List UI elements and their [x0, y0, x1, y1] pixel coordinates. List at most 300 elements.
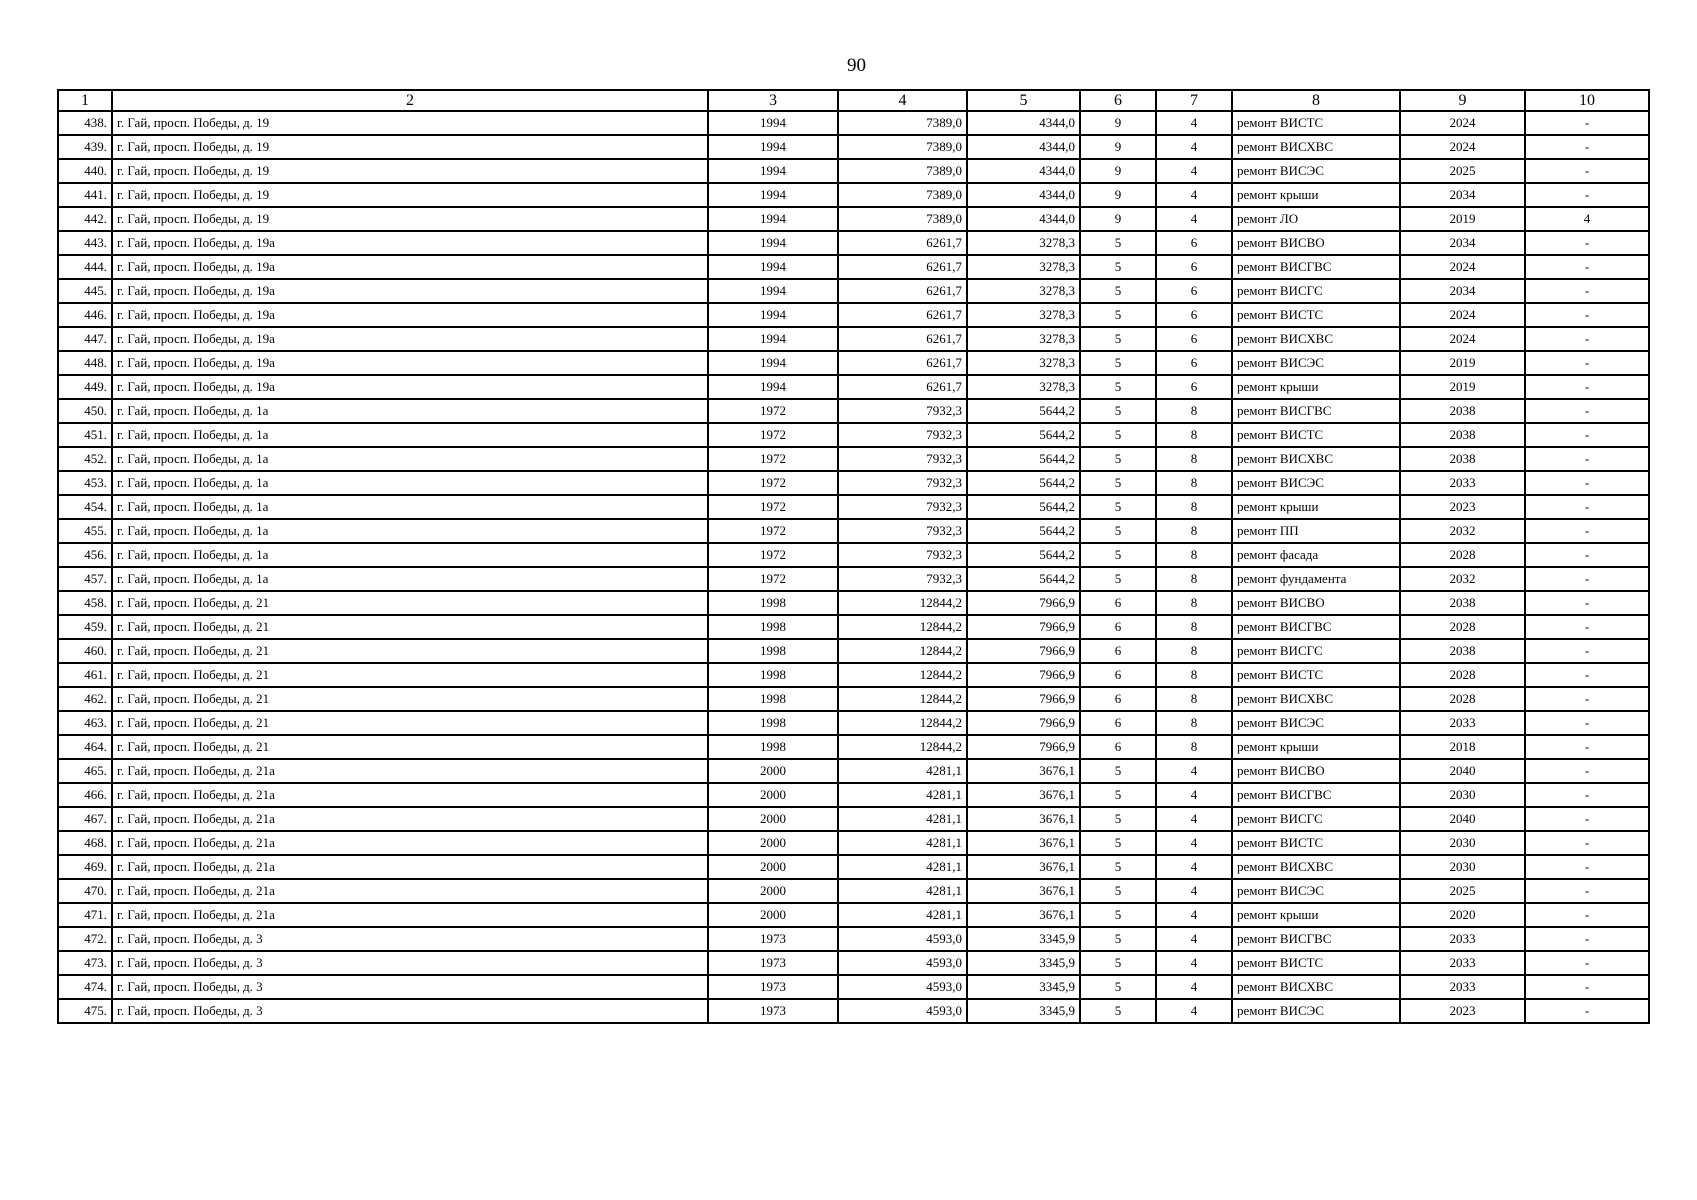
total-area-cell: 6261,7	[838, 375, 967, 399]
floors-cell: 6	[1080, 591, 1156, 615]
year-cell: 2000	[708, 879, 838, 903]
entrances-cell: 4	[1156, 855, 1232, 879]
planned-year-cell: 2025	[1400, 159, 1525, 183]
note-cell: -	[1525, 543, 1649, 567]
row-number: 467.	[58, 807, 112, 831]
address-cell: г. Гай, просп. Победы, д. 21а	[112, 855, 708, 879]
table-row	[58, 807, 1649, 831]
planned-year-cell: 2028	[1400, 687, 1525, 711]
planned-year-cell: 2023	[1400, 999, 1525, 1023]
entrances-cell: 8	[1156, 519, 1232, 543]
living-area-cell: 5644,2	[967, 495, 1080, 519]
total-area-cell: 7932,3	[838, 543, 967, 567]
row-number: 462.	[58, 687, 112, 711]
work-type-cell: ремонт ВИСГВС	[1232, 615, 1400, 639]
year-cell: 2000	[708, 903, 838, 927]
address-cell: г. Гай, просп. Победы, д. 21	[112, 735, 708, 759]
work-type-cell: ремонт ВИСХВС	[1232, 975, 1400, 999]
note-cell: -	[1525, 471, 1649, 495]
planned-year-cell: 2019	[1400, 207, 1525, 231]
total-area-cell: 12844,2	[838, 735, 967, 759]
table-row	[58, 999, 1649, 1023]
planned-year-cell: 2024	[1400, 135, 1525, 159]
year-cell: 1973	[708, 927, 838, 951]
year-cell: 1972	[708, 495, 838, 519]
planned-year-cell: 2033	[1400, 975, 1525, 999]
total-area-cell: 12844,2	[838, 615, 967, 639]
row-number: 453.	[58, 471, 112, 495]
year-cell: 1994	[708, 351, 838, 375]
page-number: 90	[847, 55, 866, 76]
living-area-cell: 3676,1	[967, 855, 1080, 879]
living-area-cell: 3278,3	[967, 231, 1080, 255]
entrances-cell: 8	[1156, 615, 1232, 639]
table-row	[58, 735, 1649, 759]
address-cell: г. Гай, просп. Победы, д. 1а	[112, 495, 708, 519]
address-cell: г. Гай, просп. Победы, д. 21а	[112, 759, 708, 783]
planned-year-cell: 2034	[1400, 183, 1525, 207]
entrances-cell: 6	[1156, 351, 1232, 375]
living-area-cell: 5644,2	[967, 567, 1080, 591]
address-cell: г. Гай, просп. Победы, д. 19а	[112, 279, 708, 303]
work-type-cell: ремонт фасада	[1232, 543, 1400, 567]
total-area-cell: 4281,1	[838, 879, 967, 903]
total-area-cell: 4593,0	[838, 927, 967, 951]
entrances-cell: 8	[1156, 423, 1232, 447]
year-cell: 2000	[708, 783, 838, 807]
entrances-cell: 4	[1156, 759, 1232, 783]
living-area-cell: 5644,2	[967, 471, 1080, 495]
column-header: 8	[1232, 90, 1400, 111]
note-cell: -	[1525, 399, 1649, 423]
column-header: 7	[1156, 90, 1232, 111]
year-cell: 1994	[708, 375, 838, 399]
living-area-cell: 3676,1	[967, 879, 1080, 903]
work-type-cell: ремонт ВИСГС	[1232, 807, 1400, 831]
row-number: 474.	[58, 975, 112, 999]
floors-cell: 5	[1080, 543, 1156, 567]
entrances-cell: 6	[1156, 303, 1232, 327]
year-cell: 1998	[708, 591, 838, 615]
living-area-cell: 5644,2	[967, 543, 1080, 567]
note-cell: -	[1525, 423, 1649, 447]
row-number: 475.	[58, 999, 112, 1023]
table-row	[58, 303, 1649, 327]
row-number: 438.	[58, 111, 112, 135]
work-type-cell: ремонт ВИСВО	[1232, 759, 1400, 783]
table-row	[58, 951, 1649, 975]
work-type-cell: ремонт ВИСЭС	[1232, 999, 1400, 1023]
floors-cell: 5	[1080, 759, 1156, 783]
entrances-cell: 4	[1156, 135, 1232, 159]
column-header: 9	[1400, 90, 1525, 111]
floors-cell: 5	[1080, 807, 1156, 831]
address-cell: г. Гай, просп. Победы, д. 21	[112, 711, 708, 735]
work-type-cell: ремонт ЛО	[1232, 207, 1400, 231]
table-row	[58, 711, 1649, 735]
note-cell: -	[1525, 951, 1649, 975]
table-row	[58, 879, 1649, 903]
living-area-cell: 4344,0	[967, 135, 1080, 159]
living-area-cell: 7966,9	[967, 591, 1080, 615]
row-number: 441.	[58, 183, 112, 207]
row-number: 471.	[58, 903, 112, 927]
row-number: 439.	[58, 135, 112, 159]
note-cell: -	[1525, 519, 1649, 543]
planned-year-cell: 2019	[1400, 351, 1525, 375]
address-cell: г. Гай, просп. Победы, д. 19	[112, 183, 708, 207]
planned-year-cell: 2033	[1400, 951, 1525, 975]
table-row	[58, 783, 1649, 807]
entrances-cell: 6	[1156, 279, 1232, 303]
column-header: 6	[1080, 90, 1156, 111]
year-cell: 1994	[708, 279, 838, 303]
year-cell: 1972	[708, 399, 838, 423]
note-cell: -	[1525, 615, 1649, 639]
year-cell: 2000	[708, 855, 838, 879]
table-row	[58, 183, 1649, 207]
address-cell: г. Гай, просп. Победы, д. 21а	[112, 807, 708, 831]
total-area-cell: 12844,2	[838, 687, 967, 711]
year-cell: 1994	[708, 207, 838, 231]
entrances-cell: 4	[1156, 207, 1232, 231]
note-cell: -	[1525, 783, 1649, 807]
total-area-cell: 4593,0	[838, 999, 967, 1023]
living-area-cell: 3676,1	[967, 783, 1080, 807]
note-cell: -	[1525, 327, 1649, 351]
floors-cell: 9	[1080, 135, 1156, 159]
floors-cell: 6	[1080, 687, 1156, 711]
note-cell: -	[1525, 975, 1649, 999]
entrances-cell: 4	[1156, 975, 1232, 999]
floors-cell: 5	[1080, 471, 1156, 495]
total-area-cell: 6261,7	[838, 351, 967, 375]
column-header: 1	[58, 90, 112, 111]
note-cell: -	[1525, 879, 1649, 903]
total-area-cell: 7389,0	[838, 183, 967, 207]
address-cell: г. Гай, просп. Победы, д. 3	[112, 951, 708, 975]
living-area-cell: 7966,9	[967, 663, 1080, 687]
column-header: 10	[1525, 90, 1649, 111]
floors-cell: 5	[1080, 519, 1156, 543]
work-type-cell: ремонт крыши	[1232, 495, 1400, 519]
row-number: 446.	[58, 303, 112, 327]
total-area-cell: 7932,3	[838, 519, 967, 543]
living-area-cell: 3278,3	[967, 375, 1080, 399]
work-type-cell: ремонт ВИСГВС	[1232, 927, 1400, 951]
work-type-cell: ремонт ВИСЭС	[1232, 879, 1400, 903]
table-row	[58, 327, 1649, 351]
table-row	[58, 447, 1649, 471]
note-cell: -	[1525, 111, 1649, 135]
year-cell: 1998	[708, 639, 838, 663]
table-row	[58, 831, 1649, 855]
planned-year-cell: 2024	[1400, 327, 1525, 351]
entrances-cell: 8	[1156, 495, 1232, 519]
living-area-cell: 5644,2	[967, 399, 1080, 423]
address-cell: г. Гай, просп. Победы, д. 21	[112, 591, 708, 615]
note-cell: -	[1525, 831, 1649, 855]
floors-cell: 5	[1080, 399, 1156, 423]
table-row	[58, 567, 1649, 591]
planned-year-cell: 2030	[1400, 783, 1525, 807]
row-number: 472.	[58, 927, 112, 951]
note-cell: -	[1525, 159, 1649, 183]
row-number: 448.	[58, 351, 112, 375]
year-cell: 2000	[708, 759, 838, 783]
table-row	[58, 399, 1649, 423]
work-type-cell: ремонт ВИСХВС	[1232, 687, 1400, 711]
floors-cell: 5	[1080, 831, 1156, 855]
note-cell: -	[1525, 255, 1649, 279]
row-number: 449.	[58, 375, 112, 399]
living-area-cell: 3278,3	[967, 279, 1080, 303]
entrances-cell: 8	[1156, 471, 1232, 495]
entrances-cell: 4	[1156, 111, 1232, 135]
total-area-cell: 6261,7	[838, 303, 967, 327]
address-cell: г. Гай, просп. Победы, д. 3	[112, 927, 708, 951]
living-area-cell: 7966,9	[967, 615, 1080, 639]
planned-year-cell: 2034	[1400, 231, 1525, 255]
table-row	[58, 231, 1649, 255]
planned-year-cell: 2024	[1400, 111, 1525, 135]
address-cell: г. Гай, просп. Победы, д. 21а	[112, 879, 708, 903]
floors-cell: 6	[1080, 615, 1156, 639]
year-cell: 1998	[708, 663, 838, 687]
floors-cell: 9	[1080, 183, 1156, 207]
living-area-cell: 3278,3	[967, 351, 1080, 375]
entrances-cell: 4	[1156, 927, 1232, 951]
total-area-cell: 7389,0	[838, 135, 967, 159]
row-number: 440.	[58, 159, 112, 183]
column-header: 2	[112, 90, 708, 111]
year-cell: 1994	[708, 135, 838, 159]
work-type-cell: ремонт ВИСТС	[1232, 663, 1400, 687]
total-area-cell: 4281,1	[838, 807, 967, 831]
total-area-cell: 12844,2	[838, 711, 967, 735]
note-cell: -	[1525, 231, 1649, 255]
note-cell: -	[1525, 495, 1649, 519]
entrances-cell: 4	[1156, 903, 1232, 927]
total-area-cell: 6261,7	[838, 255, 967, 279]
planned-year-cell: 2034	[1400, 279, 1525, 303]
note-cell: -	[1525, 927, 1649, 951]
table-row	[58, 159, 1649, 183]
note-cell: -	[1525, 303, 1649, 327]
living-area-cell: 7966,9	[967, 735, 1080, 759]
work-type-cell: ремонт ВИСГВС	[1232, 783, 1400, 807]
planned-year-cell: 2038	[1400, 447, 1525, 471]
total-area-cell: 7389,0	[838, 159, 967, 183]
entrances-cell: 4	[1156, 879, 1232, 903]
floors-cell: 5	[1080, 879, 1156, 903]
planned-year-cell: 2038	[1400, 423, 1525, 447]
total-area-cell: 7932,3	[838, 495, 967, 519]
note-cell: -	[1525, 375, 1649, 399]
row-number: 473.	[58, 951, 112, 975]
table-row	[58, 207, 1649, 231]
address-cell: г. Гай, просп. Победы, д. 21	[112, 687, 708, 711]
year-cell: 1973	[708, 975, 838, 999]
year-cell: 1994	[708, 231, 838, 255]
living-area-cell: 3278,3	[967, 327, 1080, 351]
address-cell: г. Гай, просп. Победы, д. 1а	[112, 423, 708, 447]
work-type-cell: ремонт крыши	[1232, 903, 1400, 927]
note-cell: 4	[1525, 207, 1649, 231]
note-cell: -	[1525, 279, 1649, 303]
address-cell: г. Гай, просп. Победы, д. 21	[112, 615, 708, 639]
planned-year-cell: 2040	[1400, 759, 1525, 783]
living-area-cell: 3676,1	[967, 903, 1080, 927]
work-type-cell: ремонт ВИСТС	[1232, 951, 1400, 975]
table-row	[58, 639, 1649, 663]
entrances-cell: 4	[1156, 951, 1232, 975]
floors-cell: 5	[1080, 231, 1156, 255]
entrances-cell: 8	[1156, 591, 1232, 615]
work-type-cell: ремонт крыши	[1232, 375, 1400, 399]
work-type-cell: ремонт ВИСЭС	[1232, 711, 1400, 735]
total-area-cell: 12844,2	[838, 663, 967, 687]
living-area-cell: 5644,2	[967, 423, 1080, 447]
row-number: 468.	[58, 831, 112, 855]
year-cell: 1998	[708, 711, 838, 735]
work-type-cell: ремонт ВИСГВС	[1232, 255, 1400, 279]
year-cell: 1973	[708, 951, 838, 975]
floors-cell: 6	[1080, 735, 1156, 759]
floors-cell: 5	[1080, 447, 1156, 471]
year-cell: 1994	[708, 111, 838, 135]
row-number: 444.	[58, 255, 112, 279]
note-cell: -	[1525, 903, 1649, 927]
year-cell: 1972	[708, 567, 838, 591]
entrances-cell: 6	[1156, 375, 1232, 399]
table-row	[58, 255, 1649, 279]
total-area-cell: 7932,3	[838, 399, 967, 423]
table-row	[58, 615, 1649, 639]
planned-year-cell: 2030	[1400, 831, 1525, 855]
note-cell: -	[1525, 759, 1649, 783]
work-type-cell: ремонт ВИСТС	[1232, 423, 1400, 447]
entrances-cell: 6	[1156, 327, 1232, 351]
living-area-cell: 4344,0	[967, 159, 1080, 183]
row-number: 458.	[58, 591, 112, 615]
address-cell: г. Гай, просп. Победы, д. 3	[112, 999, 708, 1023]
column-header: 3	[708, 90, 838, 111]
table-row	[58, 135, 1649, 159]
total-area-cell: 4281,1	[838, 831, 967, 855]
planned-year-cell: 2024	[1400, 255, 1525, 279]
address-cell: г. Гай, просп. Победы, д. 1а	[112, 519, 708, 543]
work-type-cell: ремонт ВИСТС	[1232, 831, 1400, 855]
floors-cell: 5	[1080, 375, 1156, 399]
total-area-cell: 6261,7	[838, 327, 967, 351]
floors-cell: 5	[1080, 975, 1156, 999]
row-number: 469.	[58, 855, 112, 879]
address-cell: г. Гай, просп. Победы, д. 19	[112, 111, 708, 135]
row-number: 454.	[58, 495, 112, 519]
total-area-cell: 7389,0	[838, 111, 967, 135]
floors-cell: 5	[1080, 423, 1156, 447]
table-row	[58, 591, 1649, 615]
table-row	[58, 495, 1649, 519]
planned-year-cell: 2038	[1400, 591, 1525, 615]
table-row	[58, 423, 1649, 447]
floors-cell: 5	[1080, 951, 1156, 975]
year-cell: 1994	[708, 303, 838, 327]
total-area-cell: 4281,1	[838, 783, 967, 807]
total-area-cell: 4281,1	[838, 759, 967, 783]
row-number: 452.	[58, 447, 112, 471]
living-area-cell: 4344,0	[967, 183, 1080, 207]
work-type-cell: ремонт ВИСВО	[1232, 591, 1400, 615]
total-area-cell: 4281,1	[838, 903, 967, 927]
work-type-cell: ремонт ВИСТС	[1232, 303, 1400, 327]
table-row	[58, 927, 1649, 951]
table-row	[58, 687, 1649, 711]
row-number: 456.	[58, 543, 112, 567]
total-area-cell: 7932,3	[838, 471, 967, 495]
work-type-cell: ремонт ВИСГС	[1232, 279, 1400, 303]
planned-year-cell: 2038	[1400, 639, 1525, 663]
work-type-cell: ремонт ПП	[1232, 519, 1400, 543]
work-type-cell: ремонт ВИСХВС	[1232, 135, 1400, 159]
living-area-cell: 3345,9	[967, 951, 1080, 975]
work-type-cell: ремонт ВИСГС	[1232, 639, 1400, 663]
work-type-cell: ремонт ВИСГВС	[1232, 399, 1400, 423]
planned-year-cell: 2038	[1400, 399, 1525, 423]
row-number: 450.	[58, 399, 112, 423]
living-area-cell: 4344,0	[967, 111, 1080, 135]
year-cell: 1994	[708, 327, 838, 351]
work-type-cell: ремонт ВИСЭС	[1232, 159, 1400, 183]
entrances-cell: 6	[1156, 255, 1232, 279]
work-type-cell: ремонт крыши	[1232, 183, 1400, 207]
planned-year-cell: 2028	[1400, 663, 1525, 687]
row-number: 442.	[58, 207, 112, 231]
floors-cell: 5	[1080, 903, 1156, 927]
note-cell: -	[1525, 639, 1649, 663]
planned-year-cell: 2024	[1400, 303, 1525, 327]
note-cell: -	[1525, 135, 1649, 159]
floors-cell: 5	[1080, 303, 1156, 327]
note-cell: -	[1525, 183, 1649, 207]
year-cell: 1994	[708, 183, 838, 207]
entrances-cell: 8	[1156, 639, 1232, 663]
floors-cell: 5	[1080, 999, 1156, 1023]
note-cell: -	[1525, 855, 1649, 879]
entrances-cell: 4	[1156, 159, 1232, 183]
row-number: 459.	[58, 615, 112, 639]
total-area-cell: 7932,3	[838, 567, 967, 591]
floors-cell: 5	[1080, 327, 1156, 351]
total-area-cell: 4281,1	[838, 855, 967, 879]
address-cell: г. Гай, просп. Победы, д. 1а	[112, 447, 708, 471]
planned-year-cell: 2030	[1400, 855, 1525, 879]
table-row	[58, 975, 1649, 999]
address-cell: г. Гай, просп. Победы, д. 1а	[112, 399, 708, 423]
entrances-cell: 8	[1156, 447, 1232, 471]
total-area-cell: 4593,0	[838, 951, 967, 975]
table-row	[58, 855, 1649, 879]
note-cell: -	[1525, 663, 1649, 687]
table-row	[58, 279, 1649, 303]
table-row	[58, 519, 1649, 543]
floors-cell: 9	[1080, 111, 1156, 135]
floors-cell: 5	[1080, 855, 1156, 879]
floors-cell: 6	[1080, 639, 1156, 663]
floors-cell: 6	[1080, 711, 1156, 735]
living-area-cell: 3676,1	[967, 807, 1080, 831]
